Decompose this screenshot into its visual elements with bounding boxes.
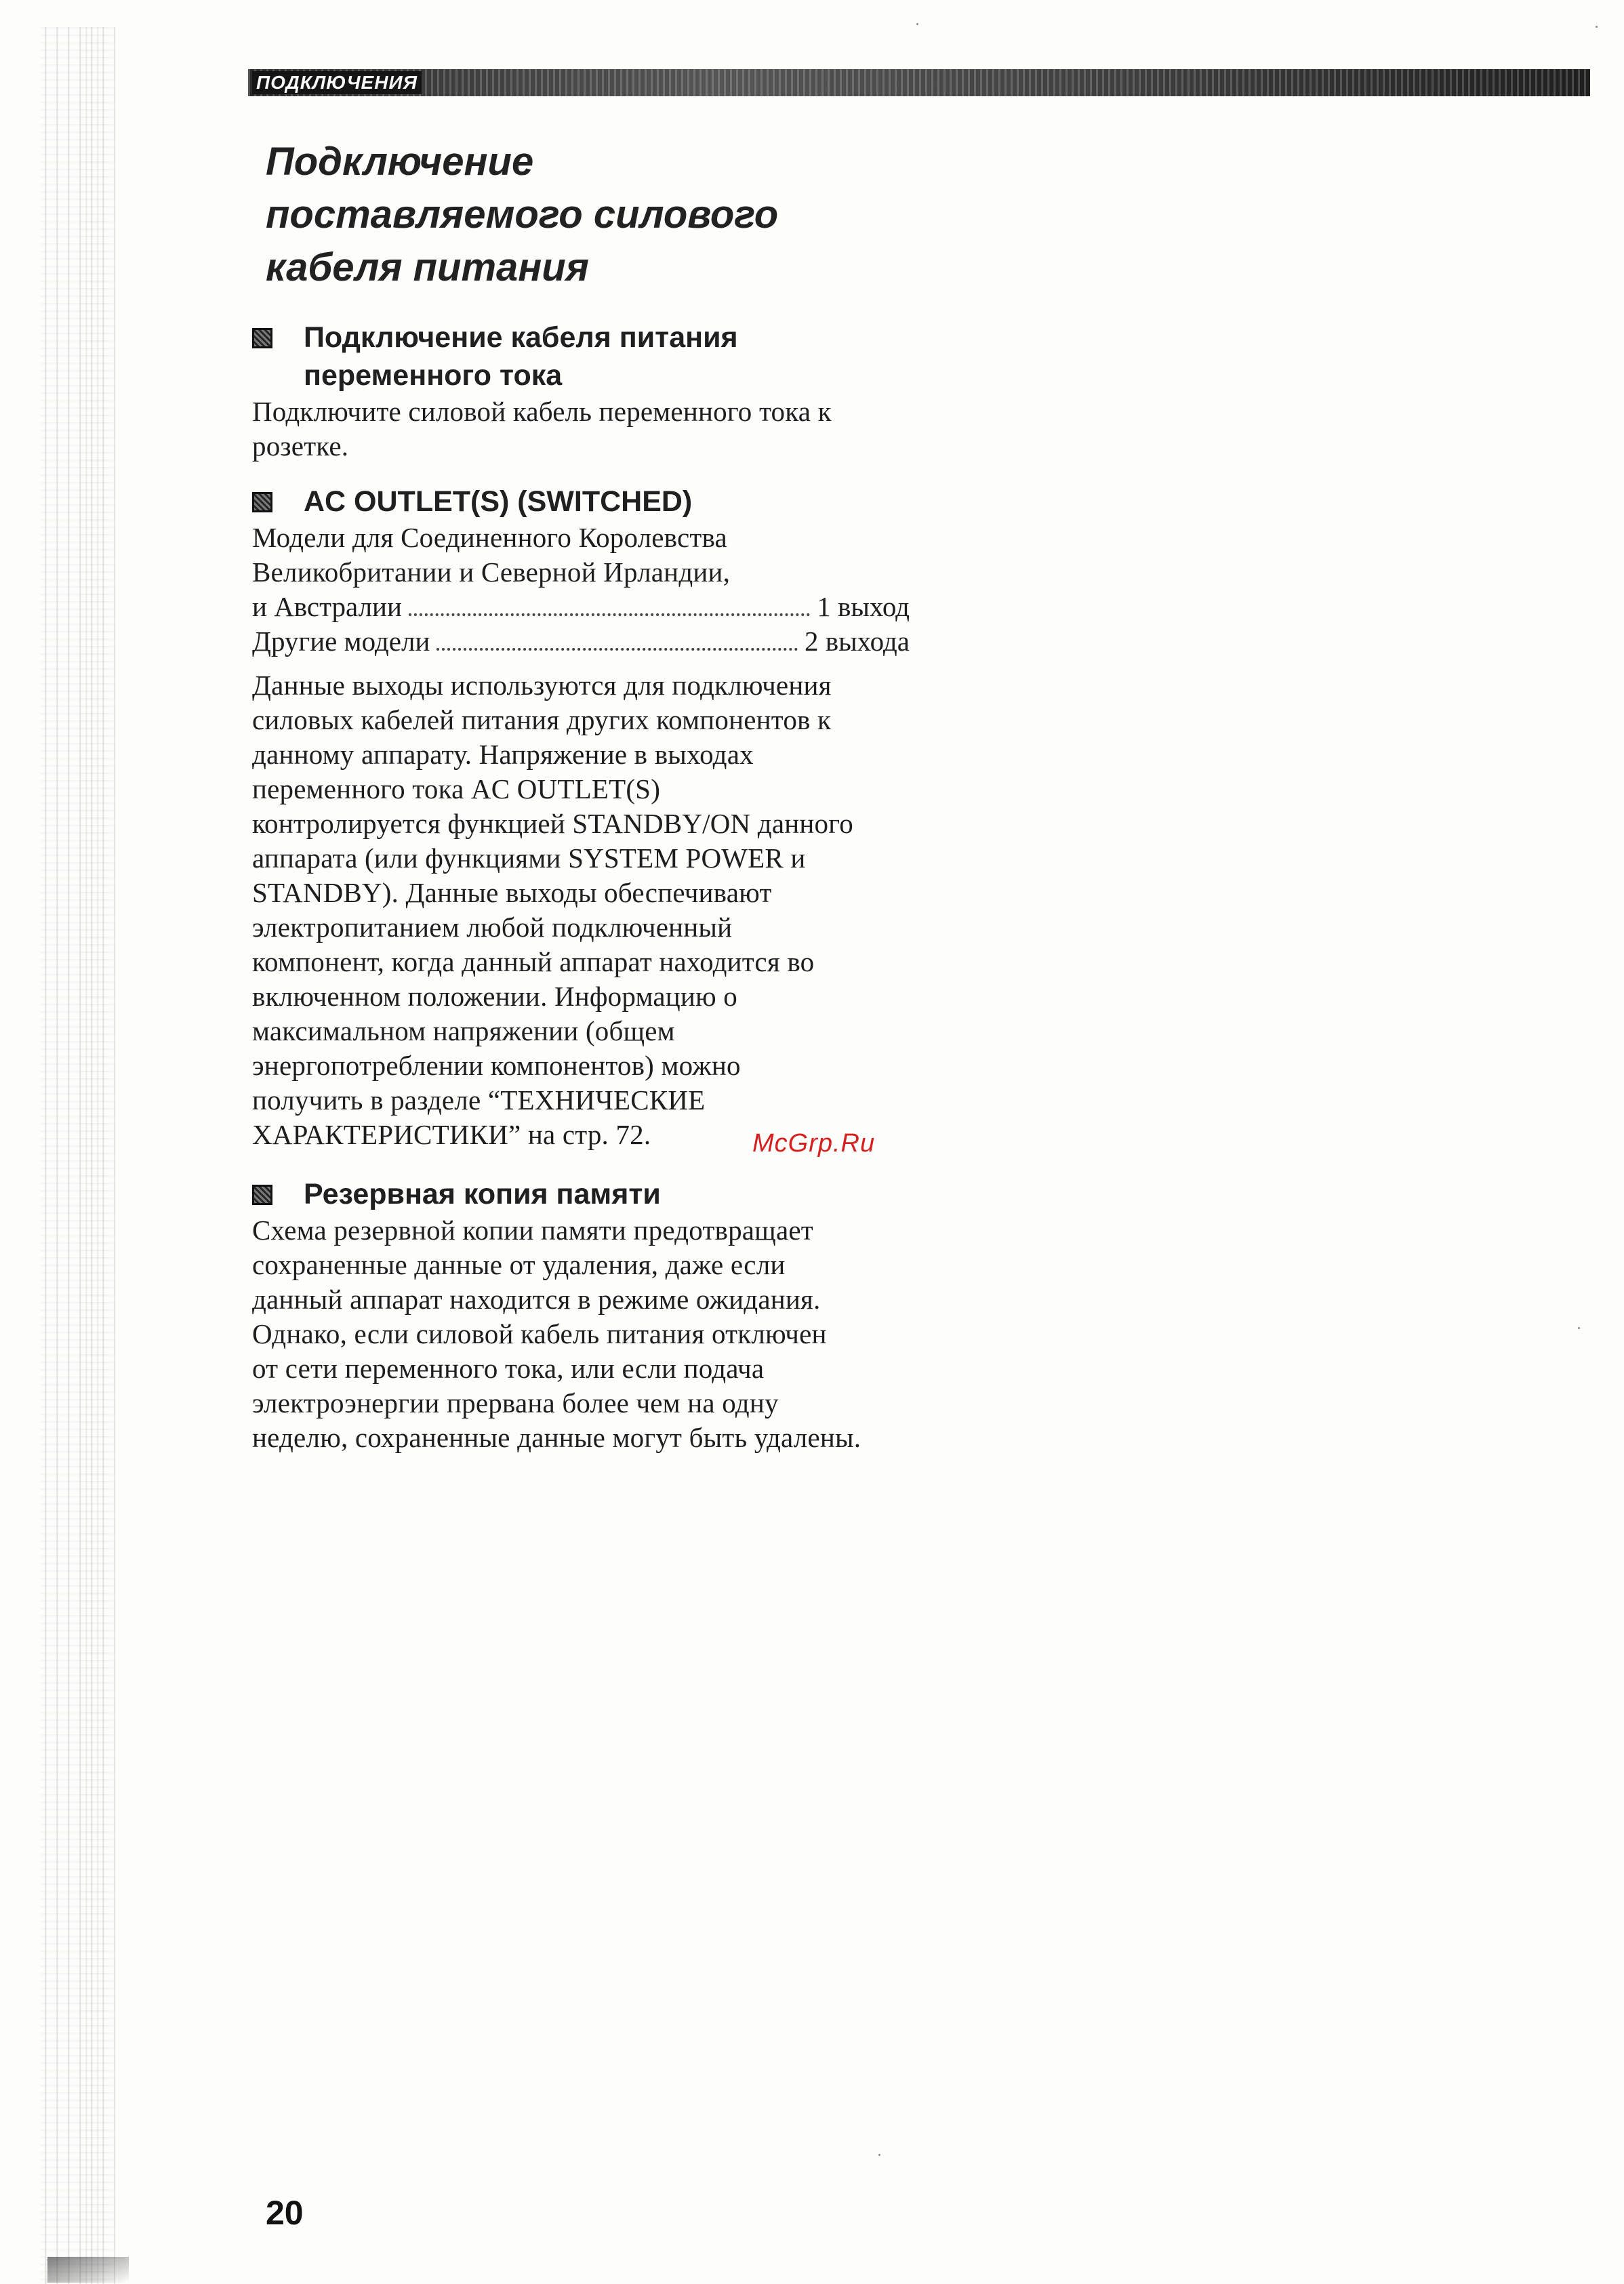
body-line: контролируется функцией STANDBY/ON данного	[252, 808, 853, 839]
body-line: энергопотреблении компонентов) можно	[252, 1050, 741, 1081]
body-line: Данные выходы используются для подключения	[252, 670, 832, 701]
leader-label: Другие модели	[252, 626, 430, 657]
section-ac-power-cable	[252, 319, 930, 464]
dot-leader	[409, 613, 810, 616]
body-line: Подключите силовой кабель переменного тока к	[252, 396, 832, 427]
body-line: электропитанием любой подключенный	[252, 912, 733, 943]
body-line: аппарата (или функциями SYSTEM POWER и	[252, 842, 806, 874]
section-body	[252, 668, 930, 1152]
body-line: электроэнергии прервана более чем на одну	[252, 1387, 779, 1419]
scan-edge-noise-inner	[81, 27, 108, 2284]
body-line: силовых кабелей питания других компонентов к	[252, 704, 832, 735]
body-line: компонент, когда данный аппарат находится во	[252, 946, 815, 977]
body-line: получить в разделе “ТЕХНИЧЕСКИЕ	[252, 1084, 706, 1116]
body-line: максимальном напряжении (общем	[252, 1015, 675, 1046]
outlet-count-row	[252, 590, 910, 624]
section-heading	[252, 1175, 930, 1213]
scan-corner-shadow	[47, 2257, 129, 2283]
watermark-text: McGrp.Ru	[752, 1129, 876, 1158]
body-line: от сети переменного тока, или если подача	[252, 1353, 765, 1384]
leader-value: 2 выхода	[805, 626, 910, 657]
scan-speck	[1578, 1327, 1580, 1329]
body-line: включенном положении. Информацию о	[252, 981, 737, 1012]
square-bullet-icon	[252, 328, 272, 348]
section-heading	[252, 483, 930, 521]
heading-line: AC OUTLET(S) (SWITCHED)	[304, 485, 693, 518]
body-line: данному аппарату. Напряжение в выходах	[252, 739, 754, 770]
heading-line: Подключение кабеля питания	[304, 321, 738, 354]
body-line: Великобритании и Северной Ирландии,	[252, 556, 731, 588]
body-line: переменного тока AC OUTLET(S)	[252, 773, 661, 804]
scan-speck	[878, 2154, 880, 2156]
dot-leader	[437, 648, 798, 651]
section-memory-backup	[252, 1175, 930, 1455]
section-heading	[252, 319, 930, 394]
body-line: Схема резервной копии памяти предотвращает	[252, 1215, 813, 1246]
leader-label: и Австралии	[252, 591, 402, 622]
body-line: Однако, если силовой кабель питания отключен	[252, 1318, 827, 1349]
section-body	[252, 1213, 930, 1455]
square-bullet-icon	[252, 1185, 272, 1205]
body-line: розетке.	[252, 430, 349, 462]
models-intro	[252, 521, 930, 590]
square-bullet-icon	[252, 492, 272, 512]
outlet-count-row	[252, 624, 910, 659]
body-line: данный аппарат находится в режиме ожидания.	[252, 1284, 821, 1315]
body-line: STANDBY). Данные выходы обеспечивают	[252, 877, 772, 908]
leader-value: 1 выход	[817, 591, 910, 622]
scan-speck	[916, 23, 918, 25]
heading-line: Резервная копия памяти	[304, 1178, 661, 1210]
body-line: неделю, сохраненные данные могут быть удалены.	[252, 1422, 861, 1453]
title-line: Подключение	[266, 140, 534, 184]
body-line: Модели для Соединенного Королевства	[252, 522, 727, 553]
page-title	[266, 136, 943, 294]
body-line: сохраненные данные от удаления, даже если	[252, 1249, 786, 1280]
section-header-bar	[248, 69, 1590, 96]
scan-speck	[1596, 26, 1598, 28]
title-line: поставляемого силового	[266, 192, 779, 237]
section-body	[252, 394, 930, 464]
heading-line: переменного тока	[304, 359, 563, 392]
section-label: ПОДКЛЮЧЕНИЯ	[252, 71, 422, 94]
page-number: 20	[266, 2194, 304, 2232]
title-line: кабеля питания	[266, 245, 589, 289]
section-ac-outlets	[252, 483, 930, 1152]
body-line: ХАРАКТЕРИСТИКИ” на стр. 72.	[252, 1119, 651, 1150]
